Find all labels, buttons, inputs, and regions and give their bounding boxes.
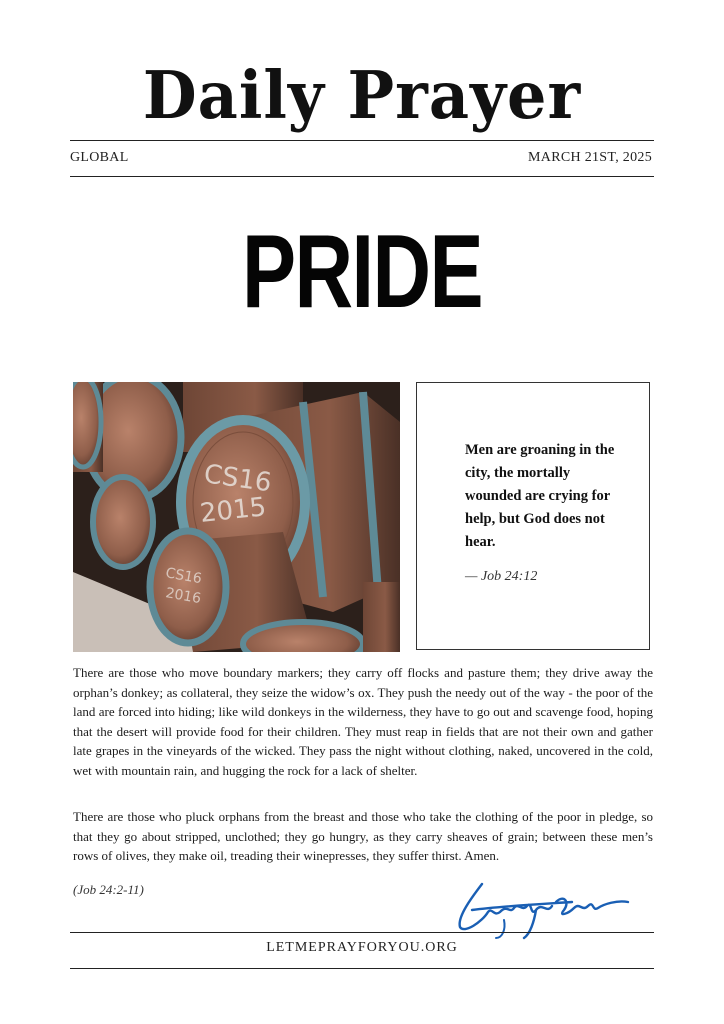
footer-top-rule (70, 932, 654, 933)
barrel-mark-1: CS16 (202, 459, 274, 499)
top-rule (70, 140, 654, 141)
masthead-title: Daily Prayer (142, 57, 582, 134)
quote-text: Men are groaning in the city, the mortally wounded are crying for help, but God does not hear. (465, 442, 615, 550)
date-label: MARCH 21ST, 2025 (528, 150, 652, 165)
wine-barrels-photo (73, 382, 400, 652)
region-label: GLOBAL (70, 150, 129, 165)
body-paragraph-1: There are those who move boundary markers; they carry off flocks and pasture them; they drive away the orphan’s donkey; as collateral, they seize the widow’s ox. They push the needy out of the way - the poor of the land are forced into hiding; like wild donkeys in the wilderness, they have to go out and scavenge food, hoping that the desert will provide food for their children. They must reap in fields that are not their own and gather late grapes in the vineyards of the wicked. They pass the night without clothing, naked, uncovered in the cold, wet with mountain rain, and hugging the rock for a lack of shelter. (73, 665, 653, 778)
barrel-mark-4: 2016 (164, 585, 203, 608)
headline: PRIDE (241, 214, 483, 330)
barrel-mark-3: CS16 (164, 565, 204, 588)
body-paragraph-2: There are those who pluck orphans from the breast and those who take the clothing of the poor in pledge, so that they go about stripped, unclothed; they go hungry, as they carry sheaves of grain; between these men’s rows of olives, they make oil, treading their winepresses, they suffer thirst. Amen. (73, 809, 653, 863)
scripture-citation: (Job 24:2-11) (73, 882, 144, 897)
footer-url[interactable]: LETMEPRAYFORYOU.ORG (266, 940, 458, 955)
barrel-mark-2: 2015 (198, 492, 268, 529)
meta-rule (70, 176, 654, 177)
quote-reference: — Job 24:12 (465, 569, 538, 584)
wine-barrels-illustration (73, 382, 400, 652)
quote-box (416, 382, 650, 650)
footer-bottom-rule (70, 968, 654, 969)
